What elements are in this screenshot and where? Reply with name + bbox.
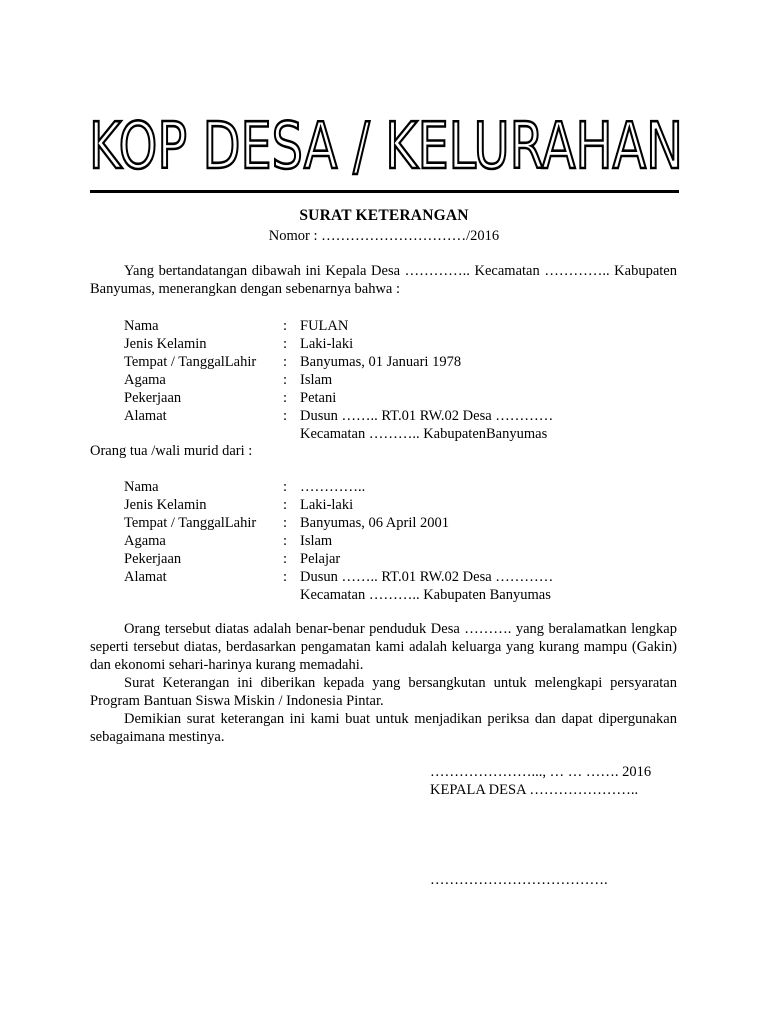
field-value: Pelajar	[300, 551, 341, 567]
guardian-intro: Orang tua /wali murid dari :	[90, 443, 253, 459]
letterhead	[86, 104, 686, 180]
address-continued: Kecamatan ……….. Kabupaten Banyumas	[300, 587, 551, 603]
field-label: Alamat	[124, 408, 167, 424]
document-title: SURAT KETERANGAN	[299, 207, 469, 224]
field-colon: :	[283, 372, 288, 388]
field-colon: :	[283, 515, 288, 531]
signature-place-date: …………………..., … … ……. 2016	[430, 764, 652, 780]
field-colon: :	[283, 551, 288, 567]
intro-paragraph: Yang bertandatangan dibawah ini Kepala Desa ………….. Kecamatan ………….. Kabupaten Banyumas, menerangkan dengan sebenarnya bahwa :	[90, 263, 677, 297]
field-label: Jenis Kelamin	[124, 497, 207, 513]
field-value: Laki-laki	[300, 497, 354, 513]
field-colon: :	[283, 354, 288, 370]
field-colon: :	[283, 390, 288, 406]
field-label: Nama	[124, 479, 159, 495]
address-continued: Kecamatan ……….. KabupatenBanyumas	[300, 426, 548, 442]
field-label: Alamat	[124, 569, 167, 585]
field-colon: :	[283, 408, 288, 424]
field-colon: :	[283, 336, 288, 352]
body-paragraph-2: Surat Keterangan ini diberikan kepada yang bersangkutan untuk melengkapi persyaratan Program Bantuan Siswa Miskin / Indonesia Pintar.	[90, 675, 677, 709]
field-value: FULAN	[300, 318, 349, 334]
field-colon: :	[283, 479, 288, 495]
signature-name-line: ……………………………….	[430, 872, 608, 888]
field-label: Tempat / TanggalLahir	[124, 354, 257, 370]
field-label: Agama	[124, 372, 166, 388]
field-label: Nama	[124, 318, 159, 334]
field-colon: :	[283, 533, 288, 549]
field-colon: :	[283, 569, 288, 585]
document-number: Nomor : …………………………/2016	[268, 228, 500, 244]
field-value: Petani	[300, 390, 337, 406]
letterhead-title: KOP DESA / KELURAHAN	[89, 110, 683, 180]
field-label: Jenis Kelamin	[124, 336, 207, 352]
field-colon: :	[283, 318, 288, 334]
field-value: …………..	[300, 479, 366, 495]
field-value: Banyumas, 01 Januari 1978	[300, 354, 462, 370]
field-label: Agama	[124, 533, 166, 549]
field-value: Dusun …….. RT.01 RW.02 Desa …………	[300, 569, 554, 585]
field-colon: :	[283, 497, 288, 513]
field-value: Banyumas, 06 April 2001	[300, 515, 450, 531]
field-label: Tempat / TanggalLahir	[124, 515, 257, 531]
field-label: Pekerjaan	[124, 390, 182, 406]
field-value: Islam	[300, 533, 333, 549]
signature-position: KEPALA DESA …………………..	[430, 782, 639, 798]
field-value: Islam	[300, 372, 333, 388]
letterhead-divider	[90, 190, 679, 193]
field-value: Laki-laki	[300, 336, 354, 352]
field-value: Dusun …….. RT.01 RW.02 Desa …………	[300, 408, 554, 424]
letterhead-logo	[86, 104, 686, 180]
field-label: Pekerjaan	[124, 551, 182, 567]
body-paragraph-3: Demikian surat keterangan ini kami buat untuk menjadikan periksa dan dapat dipergunakan sebagaimana mestinya.	[90, 711, 677, 745]
body-paragraph-1: Orang tersebut diatas adalah benar-benar penduduk Desa ………. yang beralamatkan lengkap seperti tersebut diatas, berdasarkan pengamatan kami adalah keluarga yang kurang mampu (Gakin) dan ekonomi sehari-harinya kurang memadahi.	[90, 621, 677, 673]
